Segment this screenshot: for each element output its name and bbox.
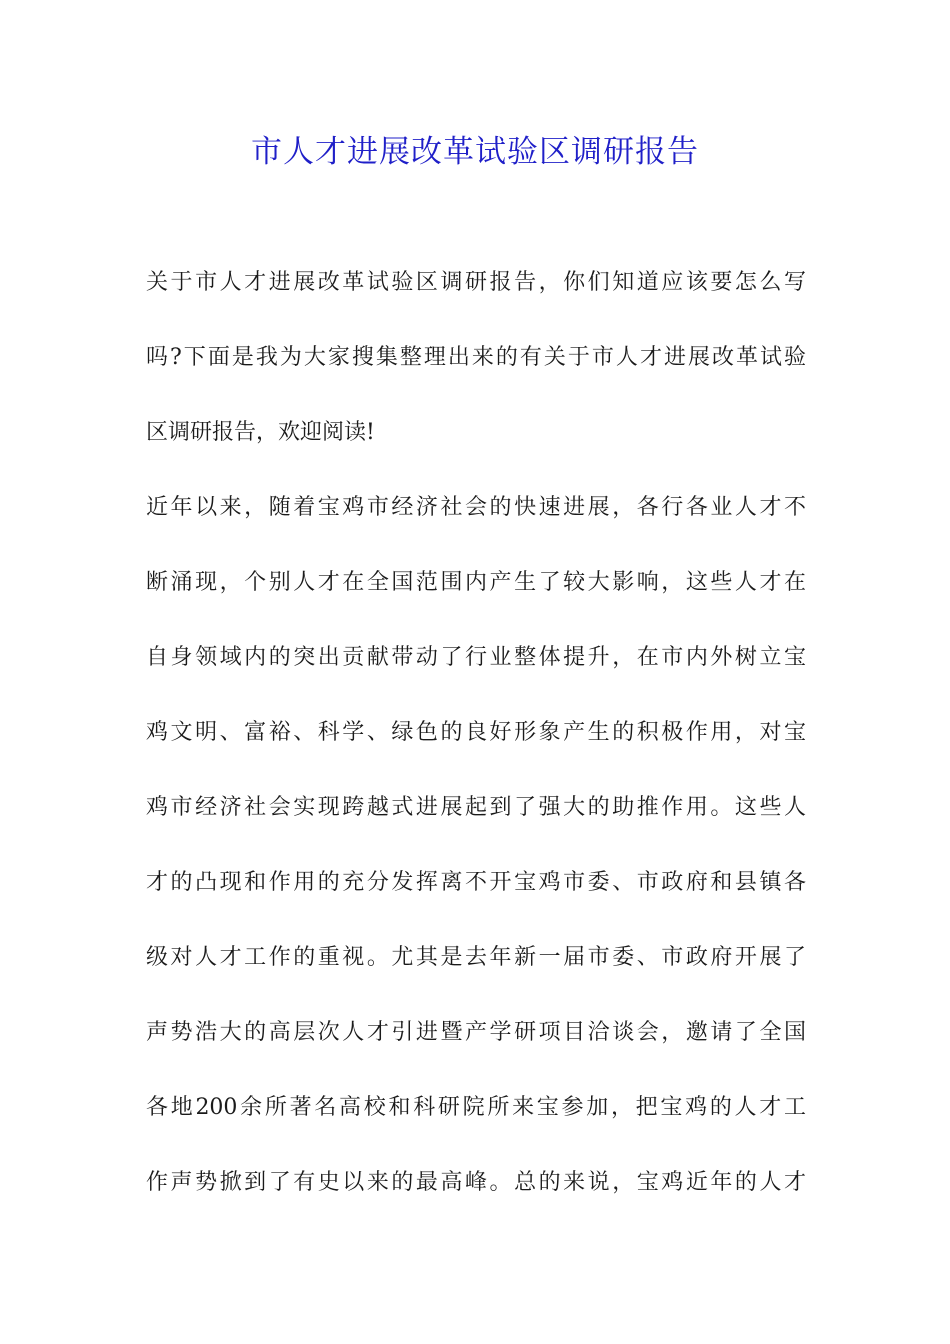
body-line: 自身领域内的突出贡献带动了行业整体提升，在市内外树立宝 [146, 645, 806, 670]
body-line: 作声势掀到了有史以来的最高峰。总的来说，宝鸡近年的人才 [146, 1170, 806, 1195]
body-line: 区调研报告，欢迎阅读! [146, 420, 375, 445]
document-body [146, 260, 806, 1235]
body-line: 鸡市经济社会实现跨越式进展起到了强大的助推作用。这些人 [146, 795, 806, 820]
body-line: 吗?下面是我为大家搜集整理出来的有关于市人才进展改革试验 [146, 345, 806, 370]
body-line: 关于市人才进展改革试验区调研报告，你们知道应该要怎么写 [146, 270, 806, 295]
body-line: 断涌现，个别人才在全国范围内产生了较大影响，这些人才在 [146, 570, 806, 595]
document-title: 市人才进展改革试验区调研报告 [251, 134, 699, 170]
body-line: 级对人才工作的重视。尤其是去年新一届市委、市政府开展了 [146, 945, 806, 970]
body-line: 鸡文明、富裕、科学、绿色的良好形象产生的积极作用，对宝 [146, 720, 806, 745]
body-line: 声势浩大的高层次人才引进暨产学研项目洽谈会，邀请了全国 [146, 1020, 806, 1045]
body-line: 近年以来，随着宝鸡市经济社会的快速进展，各行各业人才不 [146, 495, 806, 520]
body-line: 各地200余所著名高校和科研院所来宝参加，把宝鸡的人才工 [146, 1095, 806, 1120]
body-line: 才的凸现和作用的充分发挥离不开宝鸡市委、市政府和县镇各 [146, 870, 806, 895]
